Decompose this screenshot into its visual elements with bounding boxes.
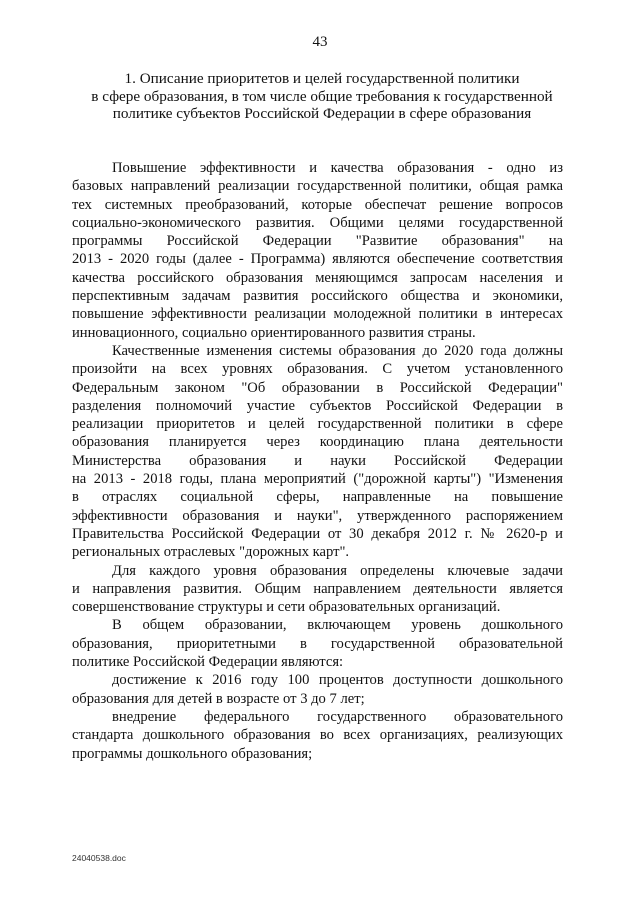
- text-line: эффективности образования и науки", утвержденного распоряжением: [72, 507, 563, 524]
- body-text: [72, 159, 563, 763]
- text-line: программы Российской Федерации "Развитие образования" на: [72, 233, 563, 250]
- text-line: Правительства Российской Федерации от 30 декабря 2012 г. № 2620-р и: [72, 525, 563, 542]
- text-line: Повышение эффективности и качества образования - одно из: [112, 160, 563, 176]
- text-line: 2013 - 2020 годы (далее - Программа) являются обеспечение соответствия: [72, 251, 563, 268]
- text-line: достижение к 2016 году 100 процентов доступности дошкольного: [112, 672, 563, 689]
- text-line: образования, приоритетными в государственной образовательной: [72, 635, 563, 652]
- text-line: Для каждого уровня образования определены ключевые задачи: [112, 562, 563, 579]
- text-line: стандарта дошкольного образования во всех организациях, реализующих: [72, 727, 563, 744]
- text-line: и направления развития. Общим направлением деятельности является: [72, 580, 563, 597]
- text-line: образования для детей в возрасте от 3 до 7 лет;: [72, 690, 365, 707]
- text-line: произойти на всех уровнях образования. С учетом установленного: [72, 361, 563, 378]
- section-heading: [72, 70, 572, 123]
- text-line: программы дошкольного образования;: [72, 745, 313, 762]
- footer-filename: 24040538.doc: [72, 853, 126, 863]
- heading-line: 1. Описание приоритетов и целей государственной политики: [124, 70, 520, 87]
- text-line: на 2013 - 2018 годы, плана мероприятий ("дорожной карты") "Изменения: [72, 471, 563, 488]
- text-line: перспективным задачам развития российского общества и экономики,: [72, 288, 563, 305]
- page-number: 43: [312, 34, 328, 50]
- text-line: тех системных преобразований, которые обеспечат решение вопросов: [72, 196, 563, 213]
- heading-line: в сфере образования, в том числе общие требования к государственной: [91, 87, 553, 105]
- text-line: в отраслях социальной сферы, направленные на повышение: [72, 489, 563, 506]
- text-line: разделения полномочий участие субъектов Российской Федерации в: [72, 397, 563, 414]
- text-line: Качественные изменения системы образования до 2020 года должны: [112, 342, 563, 359]
- text-line: реализации приоритетов и целей государственной политики в сфере: [72, 416, 563, 433]
- text-line: Министерства образования и науки Российской Федерации: [72, 452, 563, 469]
- text-line: региональных отраслевых "дорожных карт".: [72, 544, 350, 561]
- text-line: качества российского образования меняющимся запросам населения и: [72, 269, 563, 286]
- heading-line: политике субъектов Российской Федерации в сфере образования: [112, 105, 532, 122]
- text-line: Федеральным законом "Об образовании в Российской Федерации": [72, 379, 563, 396]
- text-line: базовых направлений реализации государственной политики, общая рамка: [72, 178, 563, 195]
- text-line: образования планируется через координацию плана деятельности: [72, 434, 563, 451]
- text-line: инновационного, социально ориентированного развития страны.: [72, 324, 476, 341]
- text-line: В общем образовании, включающем уровень дошкольного: [112, 617, 563, 634]
- text-line: политике Российской Федерации являются:: [72, 654, 344, 671]
- text-line: совершенствование структуры и сети образовательных организаций.: [72, 599, 501, 616]
- text-line: внедрение федерального государственного образовательного: [112, 708, 563, 725]
- text-line: социально-экономического развития. Общими целями государственной: [72, 214, 563, 231]
- text-line: повышение эффективности реализации молодежной политики в интересах: [72, 306, 563, 323]
